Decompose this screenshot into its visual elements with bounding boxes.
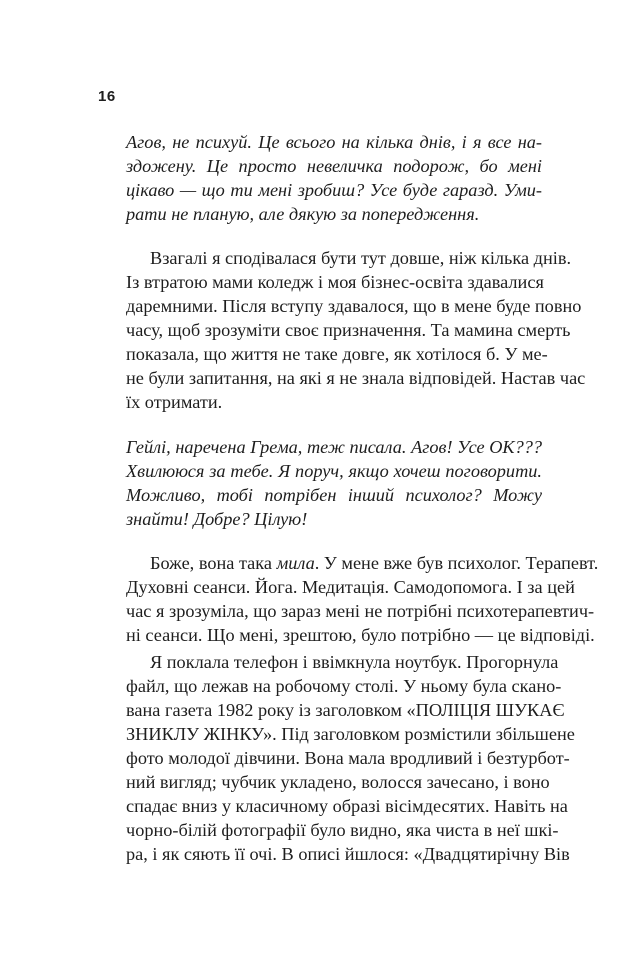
text-line: вана газета 1982 року із заголовком «ПОЛІЦІЯ ШУКАЄ [126, 700, 565, 720]
text-line: Хвилююся за тебе. Я поруч, якщо хочеш поговорити. [126, 461, 542, 481]
text-line: рати не планую, але дякую за попередження. [126, 204, 480, 224]
text-line: цікаво — що ти мені зробиш? Усе буде гаразд. Уми- [126, 180, 542, 200]
text-line: ний вигляд; чубчик укладено, волосся зачесано, і воно [126, 772, 550, 792]
text-line: спадає вниз у класичному образі вісімдесятих. Навіть на [126, 796, 568, 816]
text-line: ні сеанси. Що мені, зрештою, було потрібно — це відповіді. [126, 625, 595, 645]
text-run: Боже, вона така [150, 553, 277, 573]
emphasis-word: мила [276, 553, 315, 573]
text-line: Можливо, тобі потрібен інший психолог? Можу [126, 485, 542, 505]
text-line: Агов, не психуй. Це всього на кілька днів, і я все на- [126, 132, 542, 152]
text-line: чорно-білій фотографії було видно, яка чиста в неї шкі- [126, 820, 559, 840]
text-line: Я поклала телефон і ввімкнула ноутбук. Прогорнула [150, 652, 559, 672]
text-line: час я зрозуміла, що зараз мені не потрібні психотерапевтич- [126, 601, 595, 621]
text-line: ЗНИКЛУ ЖІНКУ». Під заголовком розмістили збільшене [126, 724, 575, 744]
text-line: часу, щоб зрозуміти своє призначення. Та мамина смерть [126, 320, 571, 340]
text-line: показала, що життя не таке довге, як хотілося б. У ме- [126, 344, 548, 364]
text-line: файл, що лежав на робочому столі. У ньому була скано- [126, 676, 562, 696]
text-run: . У мене вже був психолог. Терапевт. [314, 553, 599, 573]
text-line: їх отримати. [126, 392, 223, 412]
text-line: здожену. Це просто невеличка подорож, бо мені [126, 156, 542, 176]
text-line: Взагалі я сподівалася бути тут довше, ніж кілька днів. [150, 248, 572, 268]
text-line: фото молодої дівчини. Вона мала вродливий і безтурбот- [126, 748, 570, 768]
text-line: Гейлі, наречена Грема, теж писала. Агов! Усе ОК??? [126, 437, 542, 457]
text-line: не були запитання, на які я не знала відповідей. Настав час [126, 368, 586, 388]
text-line [150, 551, 599, 575]
text-line: знайти! Добре? Цілую! [126, 509, 308, 529]
text-line: Із втратою мами коледж і моя бізнес-освіта здавалися [126, 272, 544, 292]
text-line: Духовні сеанси. Йога. Медитація. Самодопомога. І за цей [126, 577, 575, 597]
text-line: ра, і як сяють її очі. В описі йшлося: «Двадцятирічну Вів [126, 844, 570, 864]
page-number: 16 [98, 88, 116, 105]
text-line: даремними. Після вступу здавалося, що в мене буде повно [126, 296, 582, 316]
